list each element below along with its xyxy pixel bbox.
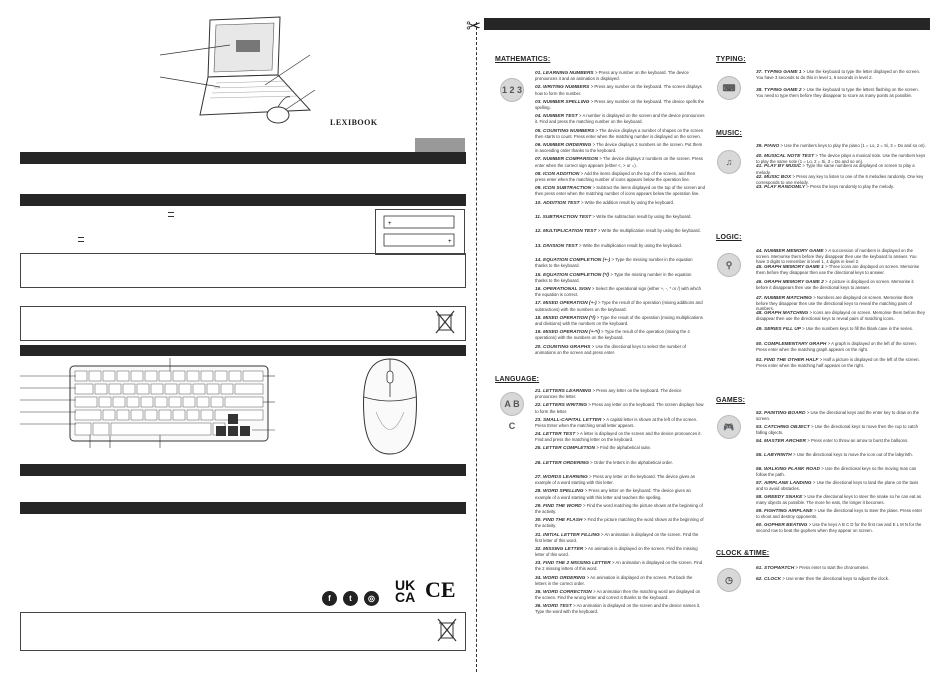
activity-description: > Press any number on the keyboard. The device spells the spelling. [535, 98, 704, 110]
section-title-typing: TYPING: [716, 56, 746, 63]
section-bar-1 [20, 152, 466, 164]
activity-item [756, 424, 926, 435]
activity-label: 43. PLAY RANDOMLY [756, 184, 807, 190]
activity-label: 53. CATCHING OBJECT [756, 425, 812, 430]
activity-description: > A graph is displayed on the left of the screen. Press enter when the matching graph appears on the right. [756, 341, 917, 353]
activity-description: > Use the directional keys to steer the snake so he can eat as many objects as possible. The more he eats, the longer it becomes. [756, 494, 922, 506]
activity-description: > Use the keyboard to type the letters flashing on the screen. You need to type them before they disappear to score as many points as possible. [756, 87, 919, 99]
numbers-icon: 1 2 3 [500, 78, 524, 102]
activity-description: > Use the numbers keys to fill the blank case in the series. [802, 325, 914, 331]
cut-line [476, 22, 477, 672]
activity-item [756, 295, 926, 312]
activity-item [535, 70, 705, 81]
keyboard-diagram [20, 358, 280, 453]
activity-item [756, 480, 926, 491]
activity-description: > Use the directional keys and the enter key to draw on the screen. [756, 410, 919, 422]
activity-item [535, 200, 705, 206]
activity-item [535, 388, 705, 399]
activity-item [535, 445, 705, 451]
activity-label: 22. LETTERS WRITING [535, 403, 589, 409]
activity-item [535, 156, 705, 167]
activity-label: 34. WORD ORDERING [535, 575, 587, 581]
activity-description: > Press any letter on the keyboard. The screen displays how to form the letter. [535, 402, 704, 414]
activity-item [535, 272, 705, 283]
activity-label: 62. CLOCK [756, 576, 783, 582]
activity-description: > An animation is displayed on the screen. Find the 2 missing letters of this word. [535, 560, 703, 572]
twitter-icon[interactable]: t [343, 591, 358, 606]
activity-description: > Numbers are displayed on screen. Memorise them before they disappear then use the directional keys to reveal the matching pairs of numbers. [756, 294, 914, 311]
svg-text:+: + [388, 221, 392, 227]
activity-label: 40. MUSICAL NOTE TEST [756, 154, 816, 160]
activity-item [756, 279, 926, 290]
activity-label: 51. FIND THE OTHER HALF [756, 357, 820, 363]
activity-label: 10. ADDITION TEST [535, 200, 581, 206]
activity-label: 08. ICON ADDITION [535, 171, 581, 177]
activity-item [756, 410, 926, 421]
activity-label: 24. LETTER TEST [535, 432, 577, 438]
activity-description: > An animation is displayed on the screen and the device names it. Type the word with the keyboard. [535, 603, 701, 615]
recycle-bin-icon [437, 617, 457, 643]
activity-description: > Press enter to throw an arrow to burst the balloons. [807, 438, 909, 443]
activity-description: > An animation is displayed on the screen. Find the first letter of this word. [535, 531, 699, 543]
activity-item [535, 329, 705, 340]
activity-description: > Use the keyboard to type the letter displayed on the screen. You have 3 seconds to do this in level 1, 6 seconds in level 2. [756, 69, 921, 81]
activity-label: 26. LETTER ORDERING [535, 460, 591, 466]
section-bar-3 [20, 345, 466, 356]
activity-item [756, 508, 926, 519]
activity-description: > Press enter to start the chronometer. [795, 565, 869, 570]
activity-item [756, 143, 926, 149]
section-title-language: LANGUAGE: [495, 376, 540, 383]
activity-label: 17. MIXED OPERATION (+-) [535, 301, 598, 307]
activity-label: 37. TYPING GAME 1 [756, 70, 803, 75]
svg-text:+: + [448, 239, 452, 245]
gamepad-icon: 🎮 [717, 415, 741, 439]
section-bar-2 [20, 194, 466, 206]
activity-description: > A capital letter is shown at the left of the screen. Press Enter when the matching small letter appears. [535, 416, 698, 428]
section-bar-5 [20, 502, 466, 514]
activity-label: 28. WORD SPELLING [535, 489, 585, 495]
ukca-line2: CA [395, 589, 416, 605]
activity-item [535, 546, 705, 557]
mouse-diagram [360, 357, 420, 457]
activity-description: > Use the directional keys to land the plane on the taxis and to avoid obstacles. [756, 480, 919, 492]
activity-item [756, 565, 926, 571]
activity-label: 59. FIGHTING AIRPLANE [756, 509, 814, 514]
activity-label: 23. SMALL-CAPITAL LETTER [535, 417, 603, 423]
facebook-icon[interactable]: f [322, 591, 337, 606]
section-title-clock: CLOCK &TIME: [716, 550, 770, 557]
activity-description: > Use the directional keys to move the icon out of the labyrinth. [793, 452, 913, 457]
activity-label: 39. PIANO [756, 144, 781, 149]
activity-label: 36. WORD TEST [535, 604, 574, 610]
activity-item [535, 402, 705, 413]
activity-description: > Use the keys A B C D for the first row and E L M N for the second row to beat the gophers when they appear on screen. [756, 522, 922, 534]
activity-label: 32. MISSING LETTER [535, 546, 585, 552]
battery-compartment-figure [375, 209, 465, 255]
activity-description: > Use the directional keys to move then the cup to catch falling objects. [756, 424, 918, 436]
activity-item [535, 286, 705, 297]
activity-item [535, 99, 705, 110]
activity-label: 20. COUNTING GRAPHS [535, 344, 592, 350]
activity-description: > Type the missing number in the equation thanks to the keyboard. [535, 257, 693, 269]
activity-item [535, 589, 705, 600]
top-bar [484, 18, 930, 30]
activity-label: 01. LEARNING NUMBERS [535, 71, 595, 76]
activity-description: > A letter is displayed on the screen and the device pronounces it. Find and press the matching letter on the keyboard. [535, 431, 702, 443]
activity-item [535, 185, 705, 196]
section-title-mathematics: MATHEMATICS: [495, 56, 551, 63]
letters-icon: A B C [500, 392, 524, 416]
activity-item [535, 460, 705, 466]
brand-logo: LEXIBOOK [330, 118, 378, 127]
activity-description: > Type the result of the operation (mixing the 4 operations) with the numbers on the keyboard. [535, 329, 690, 341]
activity-label: 06. NUMBER ORDERING [535, 143, 593, 148]
activity-label: 57. AIRPLANE LANDING [756, 481, 813, 486]
activity-label: 15. EQUATION COMPLETION (*/) [535, 272, 611, 278]
activity-item [535, 243, 705, 249]
activity-label: 04. NUMBER TEST [535, 114, 579, 120]
instagram-icon[interactable]: ◎ [364, 591, 379, 606]
activity-item [756, 494, 926, 505]
activity-description: > Press any number on the keyboard. The device pronounces it and an animation is displayed. [535, 70, 689, 82]
activity-description: > Half a picture is displayed on the left of the screen. Press enter when the matching half appears on the right. [756, 356, 920, 368]
activity-label: 48. GRAPH MATCHING [756, 311, 810, 316]
activity-label: 03. NUMBER SPELLING [535, 99, 591, 105]
activity-label: 60. GOPHER BEATING [756, 523, 809, 528]
activity-item [756, 466, 926, 477]
activity-label: 49. SERIES FILL UP [756, 326, 803, 332]
activity-description: > Press any number on the keyboard. The screen displays how to form the number. [535, 84, 702, 96]
activity-description: > Press the keys randomly to play the melody. [806, 183, 894, 189]
notice-box-2 [20, 306, 466, 341]
activity-item [535, 503, 705, 514]
activity-description: > Type the same numbers as displayed on screen to play a melody. [756, 163, 915, 175]
activity-description: > Find the alphabetical suite. [596, 445, 652, 451]
section-title-logic: LOGIC: [716, 234, 742, 241]
activity-description: > The device displays a number of shapes on the screen then starts to count. Press enter when the matching number is displayed on the screen. [535, 127, 704, 139]
activity-label: 35. WORD CORRECTION [535, 589, 594, 595]
activity-description: > Icons are displayed on screen. Memorise them before they disappear then use the directional keys to reveal pairs of matching icons. [756, 310, 925, 322]
activity-item [756, 357, 926, 368]
activity-description: > Use the directional keys to select the number of animations on the screen and press enter. [535, 343, 687, 355]
activity-description: > Find the picture matching the word shown at the beginning of the activity. [535, 517, 704, 529]
activity-item [535, 560, 705, 571]
clock-icon: ◷ [717, 568, 741, 592]
magnifier-icon: ⚲ [717, 253, 741, 277]
activity-label: 50. COMPLEMENTARY GRAPH [756, 342, 828, 347]
activity-description: > The device displays 2 numbers on the screen. Put them in ascending order thanks to the keyboard. [535, 142, 703, 154]
activity-description: > Write the subtraction result by using the keyboard. [592, 214, 692, 219]
activity-label: 54. MASTER ARCHER [756, 439, 808, 444]
activity-description: > An animation is displayed on the screen. Put back the letters in the correct order. [535, 574, 693, 586]
activity-item [535, 300, 705, 311]
ukca-mark [395, 579, 415, 603]
activity-label: 16. OPERATIONAL SIGN [535, 287, 592, 292]
activity-description: > An animation then the matching word are displayed on the screen. Find the wrong letter and correct it thanks to the keyboard. [535, 588, 701, 601]
activity-label: 52. PAINTING BOARD [756, 411, 807, 416]
notice-box-1 [20, 253, 466, 288]
activity-label: 11. SUBTRACTION TEST [535, 215, 593, 220]
activity-description: > Write the multiplication result by using the keyboard. [597, 228, 701, 234]
activity-description: > Find the word matching the picture shown at the beginning of the activity. [535, 502, 703, 514]
activity-item [535, 532, 705, 543]
activity-label: 25. LETTER COMPLETION [535, 446, 597, 452]
activity-label: 13. DIVISION TEST [535, 243, 579, 249]
activity-description: > Press any key to listen to one of the 6 melodies randomly. One key corresponds to one melody. [756, 173, 924, 185]
activity-item [535, 228, 705, 234]
activity-description: > Type the result of the operation (mixing additions and subtractions) with the numbers on the keyboard. [535, 300, 703, 312]
activity-item [535, 171, 705, 182]
activity-label: 12. MULTIPLICATION TEST [535, 229, 598, 235]
keyboard-icon: ⌨ [717, 76, 741, 100]
activity-description: > Press any letter on the keyboard. The device gives an example of a word starting with this letter and teaches the spelling. [535, 488, 691, 500]
activity-description: > Use the numbers keys to play the piano (1 = Lo, 2 = Si, 3 = Do and so on). [780, 143, 926, 148]
activity-label: 30. FIND THE FLASH [535, 518, 584, 524]
activity-item [756, 310, 926, 321]
section-title-music: MUSIC: [716, 130, 743, 137]
activity-item [535, 474, 705, 485]
activity-item [535, 344, 705, 355]
dc-symbol-icon [168, 212, 174, 217]
activity-item [535, 257, 705, 268]
activity-item [535, 517, 705, 528]
activity-label: 56. WALKING PLANK ROAD [756, 467, 822, 472]
activity-item [535, 128, 705, 139]
activity-item [756, 69, 926, 80]
activity-description: > Order the letters in the alphabetical order. [590, 459, 673, 465]
activity-label: 55. LABYRINTH [756, 453, 794, 458]
activity-description: > Three icons are displayed on screen. Memorise them before they disappear then use the directional keys to answer. [756, 263, 920, 275]
activity-description: > The device plays a musical note. Use the numbers keys to play the same note (1 = Lo, 2 = Si, 3 = Do and so on). [756, 153, 926, 165]
activity-label: 44. NUMBER MEMORY GAME [756, 249, 825, 254]
activity-description: > Type the result of the operation (mixing multiplications and divisions) with the numbers on the keyboard. [535, 314, 703, 326]
laptop-illustration [160, 15, 320, 125]
activity-item [756, 438, 926, 444]
gray-tab [415, 138, 465, 152]
activity-item [756, 87, 926, 98]
activity-description: > The device displays 2 numbers on the screen. Press enter when the correct sign appears (either <, > or =). [535, 156, 703, 168]
activity-label: 58. GREEDY SNAKE [756, 495, 804, 500]
activity-label: 09. ICON SUBTRACTION [535, 186, 593, 192]
scissors-icon: ✂ [466, 16, 482, 36]
activity-item [756, 452, 926, 458]
activity-label: 46. GRAPH MEMORY GAME 2 [756, 280, 826, 285]
activity-item [535, 431, 705, 442]
activity-description: > Use enter then the directional keys to adjust the clock. [782, 575, 890, 581]
activity-label: 14. EQUATION COMPLETION (+-) [535, 258, 612, 264]
activity-item [535, 575, 705, 586]
activity-label: 07. NUMBER COMPARISON [535, 157, 600, 163]
activity-description: > Type the missing number in the equation thanks to the keyboard. [535, 271, 692, 283]
activity-description: > Press any letter on the keyboard. The device gives an example of a word starting with this letter. [535, 474, 696, 486]
activity-label: 29. FIND THE WORD [535, 503, 583, 509]
activity-label: 33. FIND THE 2 MISSING LETTER [535, 561, 613, 567]
section-bar-4 [20, 464, 466, 476]
activity-label: 45. GRAPH MEMORY GAME 1 [756, 264, 826, 270]
activity-label: 42. MUSIC BOX [756, 174, 793, 180]
recycle-bin-icon [435, 309, 455, 335]
activity-label: 02. WRITING NUMBERS [535, 85, 591, 91]
ukca-line1: UK [395, 577, 416, 593]
activity-description: > A succession of numbers is displayed on the screen. Memorise them before they disappear then use the keyboard to answer. You have 3 digits to remember in level 1, 4 digits in level 2. [756, 248, 917, 265]
activity-label: 21. LETTERS LEARNING [535, 389, 593, 394]
activity-item [535, 603, 705, 614]
section-title-games: GAMES: [716, 397, 746, 404]
activity-label: 41. PLAY BY MUSIC [756, 164, 803, 170]
ce-mark: CE [425, 577, 456, 602]
activity-item [756, 184, 926, 190]
activity-label: 18. MIXED OPERATION (*/) [535, 315, 597, 321]
activity-item [756, 264, 926, 275]
activity-item [756, 576, 926, 582]
activity-description: > Use the directional keys to steer the plane. Press enter to shoot and destroy opponents. [756, 508, 923, 520]
activity-item [756, 248, 926, 265]
notice-box-3 [20, 612, 466, 651]
activity-item [535, 315, 705, 326]
activity-item [535, 142, 705, 153]
activity-label: 27. WORDS LEARNING [535, 475, 590, 481]
dc-symbol-icon [78, 237, 84, 242]
music-note-icon: ♫ [717, 150, 741, 174]
activity-item [535, 84, 705, 95]
activity-description: > Select the operational sign (either +, -, * or /) with which the equation is correct. [535, 286, 702, 298]
activity-description: > Write the multiplication result by using the keyboard. [578, 242, 682, 248]
activity-description: > Press any letter on the keyboard. The device pronounces the letter. [535, 388, 682, 400]
activity-label: 38. TYPING GAME 2 [756, 88, 803, 93]
activity-description: > Add the items displayed on the top of the screen, and then press enter when the matching number of icons appears below the operation line. [535, 170, 696, 182]
activity-item [535, 214, 705, 220]
activity-label: 19. MIXED OPERATION (+-*/) [535, 330, 602, 336]
activity-item [535, 113, 705, 124]
activity-description: > Write the addition result by using the keyboard. [580, 199, 675, 205]
activity-label: 61. STOPWATCH [756, 566, 796, 571]
activity-description: > Use the directional keys so the moving man can follow the path. [756, 466, 917, 478]
activity-item [535, 488, 705, 499]
activity-item [756, 326, 926, 332]
activity-description: > 4 picture is displayed on screen. Memorise it before it disappears then use the directional keys to answer. [756, 279, 914, 291]
activity-item [535, 417, 705, 428]
activity-item [756, 341, 926, 352]
activity-item [756, 522, 926, 533]
activity-label: 31. INITIAL LETTER FILLING [535, 532, 602, 538]
activity-label: 05. COUNTING NUMBERS [535, 128, 596, 134]
activity-description: > An animation is displayed on the screen. Find the missing letter of this word. [535, 545, 698, 558]
activity-label: 47. NUMBER MATCHING [756, 295, 814, 301]
activity-description: > A number is displayed on the screen and the device pronounces it. Find and press the matching number on the keyboard. [535, 113, 705, 125]
activity-description: > Subtract the items displayed on the top of the screen and then press enter when the matching number of icons appears below the operation line. [535, 185, 705, 197]
